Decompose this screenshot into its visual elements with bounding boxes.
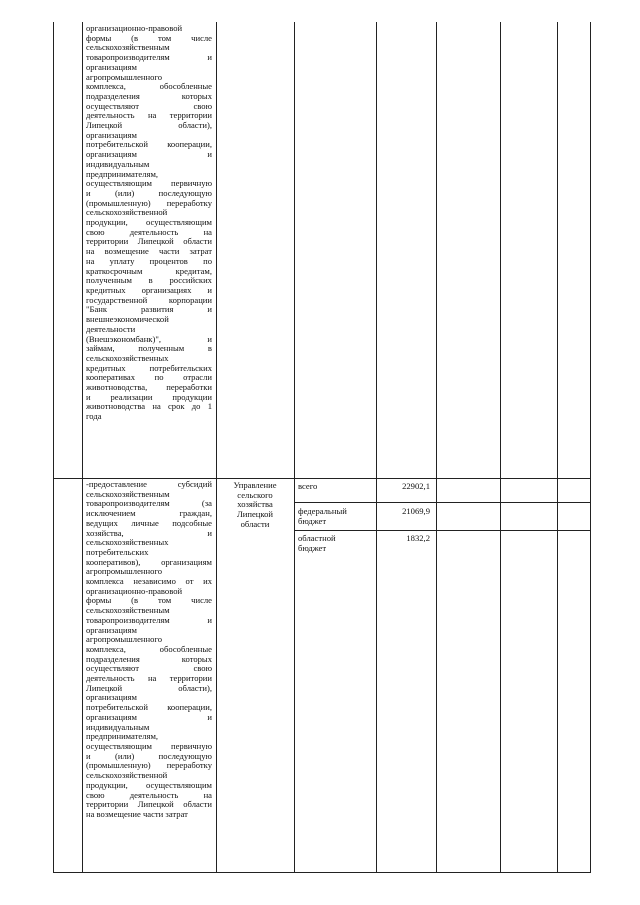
description-line: и (или) последующую xyxy=(86,187,212,198)
description-line: потребительских xyxy=(86,546,149,557)
table-border-left xyxy=(53,22,54,873)
description-line: агропромышленного xyxy=(86,71,162,82)
executor-line: хозяйства xyxy=(237,499,273,510)
executor-line: области xyxy=(240,518,270,529)
table-border-right xyxy=(590,22,591,873)
table-subrow-divider xyxy=(294,502,591,503)
description-line: комплекса, обособленные xyxy=(86,81,212,92)
description-line: сельскохозяйственной xyxy=(86,207,168,218)
table-column-divider xyxy=(376,22,377,873)
description-line: потребительской кооперации, xyxy=(86,702,212,713)
description-line: государственной корпорации xyxy=(86,294,212,305)
description-line: товаропроизводителям (за xyxy=(86,498,212,509)
description-line: агропромышленного xyxy=(86,634,162,645)
description-line: сельскохозяйственных xyxy=(86,352,169,363)
description-line: хозяйства, и xyxy=(86,527,212,538)
description-line: организационно-правовой xyxy=(86,585,183,596)
row-description-continued xyxy=(86,24,212,422)
description-line: животноводства, переработки xyxy=(86,382,212,393)
table-column-divider xyxy=(82,22,83,873)
description-line: организациям xyxy=(86,692,137,703)
row-description-subsidy xyxy=(86,480,212,820)
executor-cell xyxy=(219,481,291,530)
description-line: комплекса независимо от их xyxy=(86,576,212,587)
description-line: исключением граждан, xyxy=(86,508,212,519)
table-column-divider xyxy=(500,22,501,873)
description-line: агропромышленного xyxy=(86,566,162,577)
description-line: кооперативах по отрасли xyxy=(86,372,212,383)
description-line: организациям xyxy=(86,129,137,140)
description-line: товаропроизводителям и xyxy=(86,614,212,625)
description-line: (промышленную) переработку xyxy=(86,197,212,208)
description-line: индивидуальным xyxy=(86,158,150,169)
funding-value-federal: 21069,9 xyxy=(402,506,430,516)
table-column-divider xyxy=(216,22,217,873)
description-line: организациям xyxy=(86,61,137,72)
table-border-bottom xyxy=(53,872,591,873)
executor-line: сельского xyxy=(237,489,273,500)
description-line: "Банк развития и xyxy=(86,304,212,315)
description-line: сельскохозяйственным xyxy=(86,42,170,53)
description-line: формы (в том числе xyxy=(86,32,212,43)
table-subrow-divider xyxy=(294,530,591,531)
description-line: организационно-правовой xyxy=(86,23,183,33)
description-line: краткосрочным кредитам, xyxy=(86,265,212,276)
description-line: (промышленную) переработку xyxy=(86,760,212,771)
funding-value-total: 22902,1 xyxy=(402,481,430,491)
description-line: предпринимателям, xyxy=(86,731,159,742)
description-line: и реализации продукции xyxy=(86,391,212,402)
description-line: формы (в том числе xyxy=(86,595,212,606)
executor-line: Липецкой xyxy=(236,509,274,520)
description-line: осуществляющим первичную xyxy=(86,740,212,751)
description-line: сельскохозяйственным xyxy=(86,605,170,616)
funding-source-label: федеральный xyxy=(298,506,347,516)
description-line: кредитных потребительских xyxy=(86,362,212,373)
description-line: территории Липецкой области xyxy=(86,236,212,247)
description-line: полученным в российских xyxy=(86,275,212,286)
description-line: продукции, осуществляющим xyxy=(86,779,212,790)
description-line: животноводства на срок до 1 xyxy=(86,401,212,412)
description-line: организациям и xyxy=(86,149,212,160)
description-line: сельскохозяйственных xyxy=(86,537,169,548)
description-line: осуществляют свою xyxy=(86,100,212,111)
description-line: сельскохозяйственной xyxy=(86,770,168,781)
description-line: на возмещение части затрат xyxy=(86,246,212,257)
funding-source-label: бюджет xyxy=(298,515,327,526)
description-line: на уплату процентов по xyxy=(86,255,212,266)
table-column-divider xyxy=(294,22,295,873)
description-line: года xyxy=(86,411,102,422)
table-column-divider xyxy=(436,22,437,873)
description-line: Липецкой области), xyxy=(86,682,212,693)
description-line: кредитных организациях и xyxy=(86,284,212,295)
description-line: осуществляют свою xyxy=(86,663,212,674)
description-line: комплекса, обособленные xyxy=(86,643,212,654)
description-line: деятельность на территории xyxy=(86,110,212,121)
description-line: внешнеэкономической xyxy=(86,314,169,325)
description-line: свою деятельность на xyxy=(86,789,212,800)
table-column-divider xyxy=(557,22,558,873)
description-line: -предоставление субсидий xyxy=(86,479,212,489)
description-line: ведущих личные подсобные xyxy=(86,517,212,528)
description-line: кооперативов), организациям xyxy=(86,556,212,567)
description-line: продукции, осуществляющим xyxy=(86,217,212,228)
description-line: предпринимателям, xyxy=(86,168,159,179)
description-line: территории Липецкой области xyxy=(86,799,212,810)
description-line: Липецкой области), xyxy=(86,120,212,131)
funding-source-label: всего xyxy=(298,481,318,491)
description-line: (Внешэкономбанк)", и xyxy=(86,333,212,344)
description-line: организациям xyxy=(86,624,137,635)
funding-source-label: областной xyxy=(298,533,336,543)
funding-source-total xyxy=(298,482,376,492)
description-line: осуществляющим первичную xyxy=(86,178,212,189)
description-line: организациям и xyxy=(86,711,212,722)
executor-line: Управление xyxy=(233,480,277,490)
funding-source-regional xyxy=(298,534,376,553)
funding-value-regional: 1832,2 xyxy=(406,533,430,543)
funding-source-label: бюджет xyxy=(298,542,327,553)
description-line: свою деятельность на xyxy=(86,226,212,237)
description-line: на возмещение части затрат xyxy=(86,808,188,819)
description-line: индивидуальным xyxy=(86,721,150,732)
description-line: подразделения которых xyxy=(86,90,212,101)
description-line: и (или) последующую xyxy=(86,750,212,761)
description-line: сельскохозяйственным xyxy=(86,488,170,499)
description-line: потребительской кооперации, xyxy=(86,139,212,150)
description-line: подразделения которых xyxy=(86,653,212,664)
description-line: деятельность на территории xyxy=(86,673,212,684)
description-line: займам, полученным в xyxy=(86,343,212,354)
description-line: товаропроизводителям и xyxy=(86,52,212,63)
description-line: деятельности xyxy=(86,323,136,334)
funding-source-federal xyxy=(298,507,376,526)
